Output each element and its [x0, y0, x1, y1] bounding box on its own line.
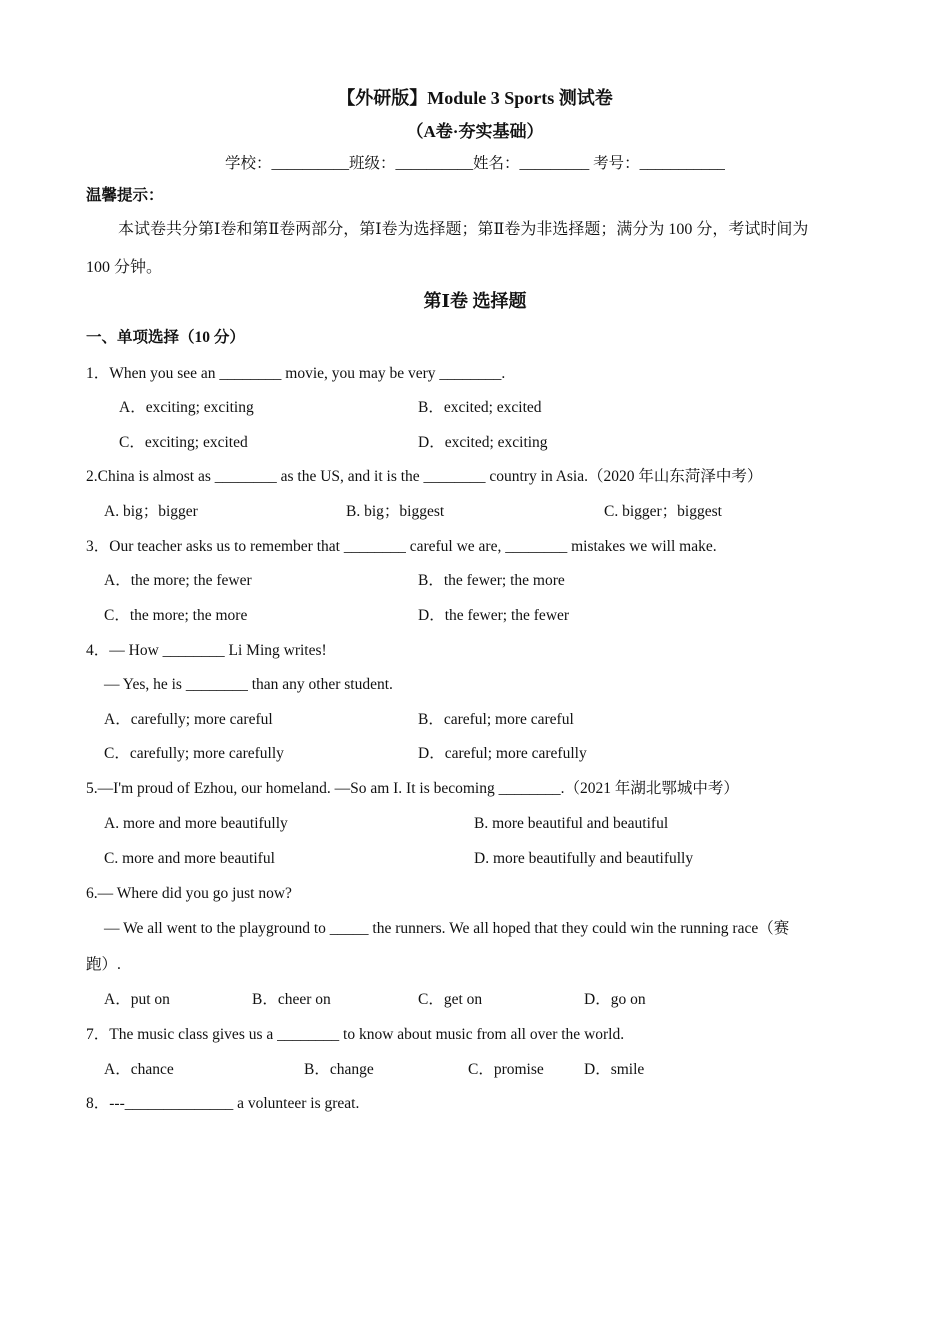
question-1-option-b: B．excited; excited	[418, 399, 542, 416]
question-4-option-d: D．careful; more carefully	[418, 745, 587, 762]
question-3-stem: 3．Our teacher asks us to remember that ________ careful we are, ________ mistakes we will make.	[86, 538, 717, 555]
question-4-option-b: B．careful; more careful	[418, 711, 574, 728]
question-4-option-a: A．carefully; more careful	[104, 711, 273, 728]
question-8-stem: 8．---______________ a volunteer is great.	[86, 1095, 360, 1112]
question-3-option-b: B．the fewer; the more	[418, 572, 565, 589]
question-7-stem: 7．The music class gives us a ________ to know about music from all over the world.	[86, 1026, 625, 1043]
part-title: 一、单项选择（10 分）	[86, 329, 245, 346]
question-1-option-c: C．exciting; excited	[119, 434, 248, 451]
notice-text-line-1: 本试卷共分第Ⅰ卷和第Ⅱ卷两部分，第Ⅰ卷为选择题；第Ⅱ卷为非选择题；满分为 100 分，考试时间为	[118, 221, 809, 238]
question-5-option-a: A. more and more beautifully	[104, 815, 288, 832]
question-5-option-d: D. more beautifully and beautifully	[474, 850, 694, 867]
question-2-stem: 2.China is almost as ________ as the US, and it is the ________ country in Asia.（2020 年山东菏泽中考）	[86, 468, 763, 485]
question-4-stem: 4．— How ________ Li Ming writes!	[86, 642, 327, 659]
question-4-stem-reply: — Yes, he is ________ than any other student.	[104, 676, 393, 693]
question-7-option-c: C．promise	[468, 1061, 544, 1078]
question-6-option-a: A．put on	[104, 991, 170, 1008]
notice-text-line-2: 100 分钟。	[86, 259, 163, 276]
page-title: 【外研版】Module 3 Sports 测试卷	[337, 88, 613, 108]
question-6-stem-reply: — We all went to the playground to _____ the runners. We all hoped that they could win the running race（赛	[104, 920, 790, 937]
question-6-option-c: C．get on	[418, 991, 483, 1008]
question-7-option-a: A．chance	[104, 1061, 174, 1078]
page-subtitle: （A卷·夯实基础）	[406, 122, 544, 141]
question-3-option-d: D．the fewer; the fewer	[418, 607, 570, 624]
question-2-option-c: C. bigger；biggest	[604, 503, 722, 520]
question-6-option-d: D．go on	[584, 991, 646, 1008]
question-3-option-c: C．the more; the more	[104, 607, 248, 624]
section-title: 第Ⅰ卷 选择题	[423, 291, 527, 311]
question-5-option-b: B. more beautiful and beautiful	[474, 815, 669, 832]
question-7-option-d: D．smile	[584, 1061, 645, 1078]
question-6-stem-reply-cont: 跑）.	[86, 956, 121, 973]
question-5-stem: 5.—I'm proud of Ezhou, our homeland. —So am I. It is becoming ________.（2021 年湖北鄂城中考）	[86, 780, 739, 797]
question-3-option-a: A．the more; the fewer	[104, 572, 252, 589]
question-5-option-c: C. more and more beautiful	[104, 850, 275, 867]
question-1-option-d: D．excited; exciting	[418, 434, 548, 451]
question-2-option-b: B. big；biggest	[346, 503, 445, 520]
question-1-option-a: A．exciting; exciting	[119, 399, 254, 416]
question-2-option-a: A. big；bigger	[104, 503, 198, 520]
question-1-stem: 1．When you see an ________ movie, you may be very ________.	[86, 365, 506, 382]
notice-label: 温馨提示：	[86, 187, 164, 204]
question-6-option-b: B．cheer on	[252, 991, 331, 1008]
question-6-stem: 6.— Where did you go just now?	[86, 885, 292, 902]
question-4-option-c: C．carefully; more carefully	[104, 745, 284, 762]
student-info-line: 学校：__________班级：__________姓名：_________ 考号：___________	[225, 155, 725, 172]
question-7-option-b: B．change	[304, 1061, 374, 1078]
